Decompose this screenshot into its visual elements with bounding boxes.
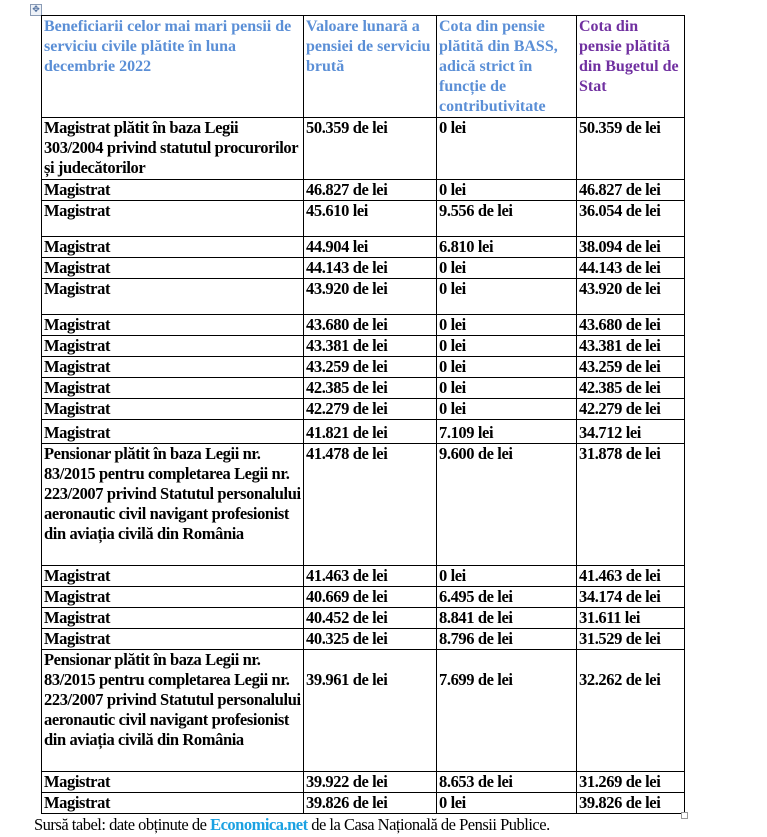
table-row: [42, 629, 685, 650]
table-row: [42, 587, 685, 608]
cell-state: 44.143 de lei: [577, 258, 685, 279]
cell-state: 41.463 de lei: [577, 566, 685, 587]
cell-beneficiary: Magistrat: [42, 793, 304, 814]
table-row: [42, 237, 685, 258]
cell-beneficiary: Magistrat: [42, 237, 304, 258]
cell-beneficiary: Pensionar plătit în baza Legii nr. 83/2015 pentru completarea Legii nr. 223/2007 privind Statutul personalului aeronautic civil navigant profesionist din aviația civilă din România: [42, 444, 304, 566]
cell-bass: 0 lei: [437, 566, 577, 587]
cell-bass: 7.109 lei: [437, 420, 577, 444]
cell-state: 50.359 de lei: [577, 118, 685, 180]
cell-gross: 43.381 de lei: [304, 336, 437, 357]
cell-bass: 8.653 de lei: [437, 772, 577, 793]
cell-beneficiary: Magistrat: [42, 378, 304, 399]
cell-state: 34.712 lei: [577, 420, 685, 444]
table-row: [42, 566, 685, 587]
cell-bass: 0 lei: [437, 180, 577, 201]
cell-gross: 43.920 de lei: [304, 279, 437, 315]
cell-gross: 44.904 lei: [304, 237, 437, 258]
cell-state: 31.269 de lei: [577, 772, 685, 793]
economica-link[interactable]: Economica.net: [210, 815, 308, 834]
cell-gross: 39.961 de lei: [304, 650, 437, 772]
cell-bass: 8.841 de lei: [437, 608, 577, 629]
cell-bass: 0 lei: [437, 258, 577, 279]
cell-bass: 0 lei: [437, 279, 577, 315]
cell-bass: 9.600 de lei: [437, 444, 577, 566]
cell-beneficiary: Magistrat: [42, 629, 304, 650]
header-gross-value: Valoare lunară a pensiei de serviciu brută: [304, 16, 437, 118]
cell-gross: 40.325 de lei: [304, 629, 437, 650]
cell-beneficiary: Magistrat: [42, 336, 304, 357]
cell-beneficiary: Magistrat: [42, 587, 304, 608]
cell-beneficiary: Magistrat: [42, 180, 304, 201]
cell-beneficiary: Magistrat: [42, 279, 304, 315]
cell-state: 43.259 de lei: [577, 357, 685, 378]
cell-state: 46.827 de lei: [577, 180, 685, 201]
cell-gross: 44.143 de lei: [304, 258, 437, 279]
cell-beneficiary: Magistrat: [42, 357, 304, 378]
cell-bass: 8.796 de lei: [437, 629, 577, 650]
table-row: [42, 772, 685, 793]
cell-bass: 9.556 de lei: [437, 201, 577, 237]
cell-gross: 50.359 de lei: [304, 118, 437, 180]
table-row: [42, 336, 685, 357]
cell-beneficiary: Magistrat: [42, 315, 304, 336]
table-row: [42, 444, 685, 566]
cell-beneficiary: Pensionar plătit în baza Legii nr. 83/2015 pentru completarea Legii nr. 223/2007 privind Statutul personalului aeronautic civil navigant profesionist din aviația civilă din România: [42, 650, 304, 772]
cell-gross: 42.279 de lei: [304, 399, 437, 420]
table-row: [42, 258, 685, 279]
cell-beneficiary: Magistrat: [42, 608, 304, 629]
cell-state: 43.680 de lei: [577, 315, 685, 336]
cell-gross: 40.452 de lei: [304, 608, 437, 629]
cell-beneficiary: Magistrat: [42, 566, 304, 587]
cell-state: 43.381 de lei: [577, 336, 685, 357]
cell-gross: 42.385 de lei: [304, 378, 437, 399]
cell-bass: 0 lei: [437, 399, 577, 420]
cell-state: 42.385 de lei: [577, 378, 685, 399]
cell-beneficiary: Magistrat: [42, 399, 304, 420]
cell-beneficiary: Magistrat: [42, 772, 304, 793]
cell-state: 31.611 lei: [577, 608, 685, 629]
pensions-table: [41, 15, 685, 814]
cell-gross: 43.259 de lei: [304, 357, 437, 378]
cell-state: 31.878 de lei: [577, 444, 685, 566]
header-bass-share: Cota din pensie plătită din BASS, adică strict în funcție de contributivitate: [437, 16, 577, 118]
cell-state: 38.094 de lei: [577, 237, 685, 258]
table-row: [42, 650, 685, 772]
cell-bass: 6.810 lei: [437, 237, 577, 258]
cell-gross: 41.821 de lei: [304, 420, 437, 444]
header-beneficiary: Beneficiarii celor mai mari pensii de serviciu civile plătite în luna decembrie 2022: [42, 16, 304, 118]
table-row: [42, 399, 685, 420]
source-note: [34, 815, 550, 835]
cell-beneficiary: Magistrat: [42, 258, 304, 279]
cell-beneficiary: Magistrat plătit în baza Legii 303/2004 privind statutul procurorilor și judecătorilor: [42, 118, 304, 180]
table-row: [42, 608, 685, 629]
cell-bass: 0 lei: [437, 315, 577, 336]
cell-state: 32.262 de lei: [577, 650, 685, 772]
cell-bass: 7.699 de lei: [437, 650, 577, 772]
header-state-budget-share: Cota din pensie plătită din Bugetul de Stat: [577, 16, 685, 118]
cell-gross: 41.478 de lei: [304, 444, 437, 566]
cell-state: 36.054 de lei: [577, 201, 685, 237]
cell-bass: 0 lei: [437, 118, 577, 180]
cell-state: 34.174 de lei: [577, 587, 685, 608]
cell-gross: 46.827 de lei: [304, 180, 437, 201]
cell-gross: 45.610 lei: [304, 201, 437, 237]
cell-state: 31.529 de lei: [577, 629, 685, 650]
source-prefix: Sursă tabel: date obținute de: [34, 815, 211, 834]
cell-beneficiary: Magistrat: [42, 420, 304, 444]
table-row: [42, 180, 685, 201]
cell-bass: 0 lei: [437, 336, 577, 357]
table-row: [42, 118, 685, 180]
cell-gross: 39.922 de lei: [304, 772, 437, 793]
cell-gross: 43.680 de lei: [304, 315, 437, 336]
table-header-row: [42, 16, 685, 118]
table-resize-handle-icon[interactable]: [681, 812, 688, 819]
table-row: [42, 201, 685, 237]
table-row: [42, 279, 685, 315]
cell-beneficiary: Magistrat: [42, 201, 304, 237]
cell-gross: 41.463 de lei: [304, 566, 437, 587]
cell-bass: 6.495 de lei: [437, 587, 577, 608]
cell-state: 42.279 de lei: [577, 399, 685, 420]
cell-bass: 0 lei: [437, 793, 577, 814]
cell-bass: 0 lei: [437, 378, 577, 399]
table-row: [42, 315, 685, 336]
table-row: [42, 420, 685, 444]
table-row: [42, 357, 685, 378]
table-move-handle-icon[interactable]: ✥: [30, 4, 42, 16]
cell-state: 39.826 de lei: [577, 793, 685, 814]
cell-gross: 40.669 de lei: [304, 587, 437, 608]
cell-bass: 0 lei: [437, 357, 577, 378]
table-row: [42, 793, 685, 814]
table-row: [42, 378, 685, 399]
source-suffix: de la Casa Națională de Pensii Publice.: [307, 815, 550, 834]
cell-gross: 39.826 de lei: [304, 793, 437, 814]
cell-state: 43.920 de lei: [577, 279, 685, 315]
